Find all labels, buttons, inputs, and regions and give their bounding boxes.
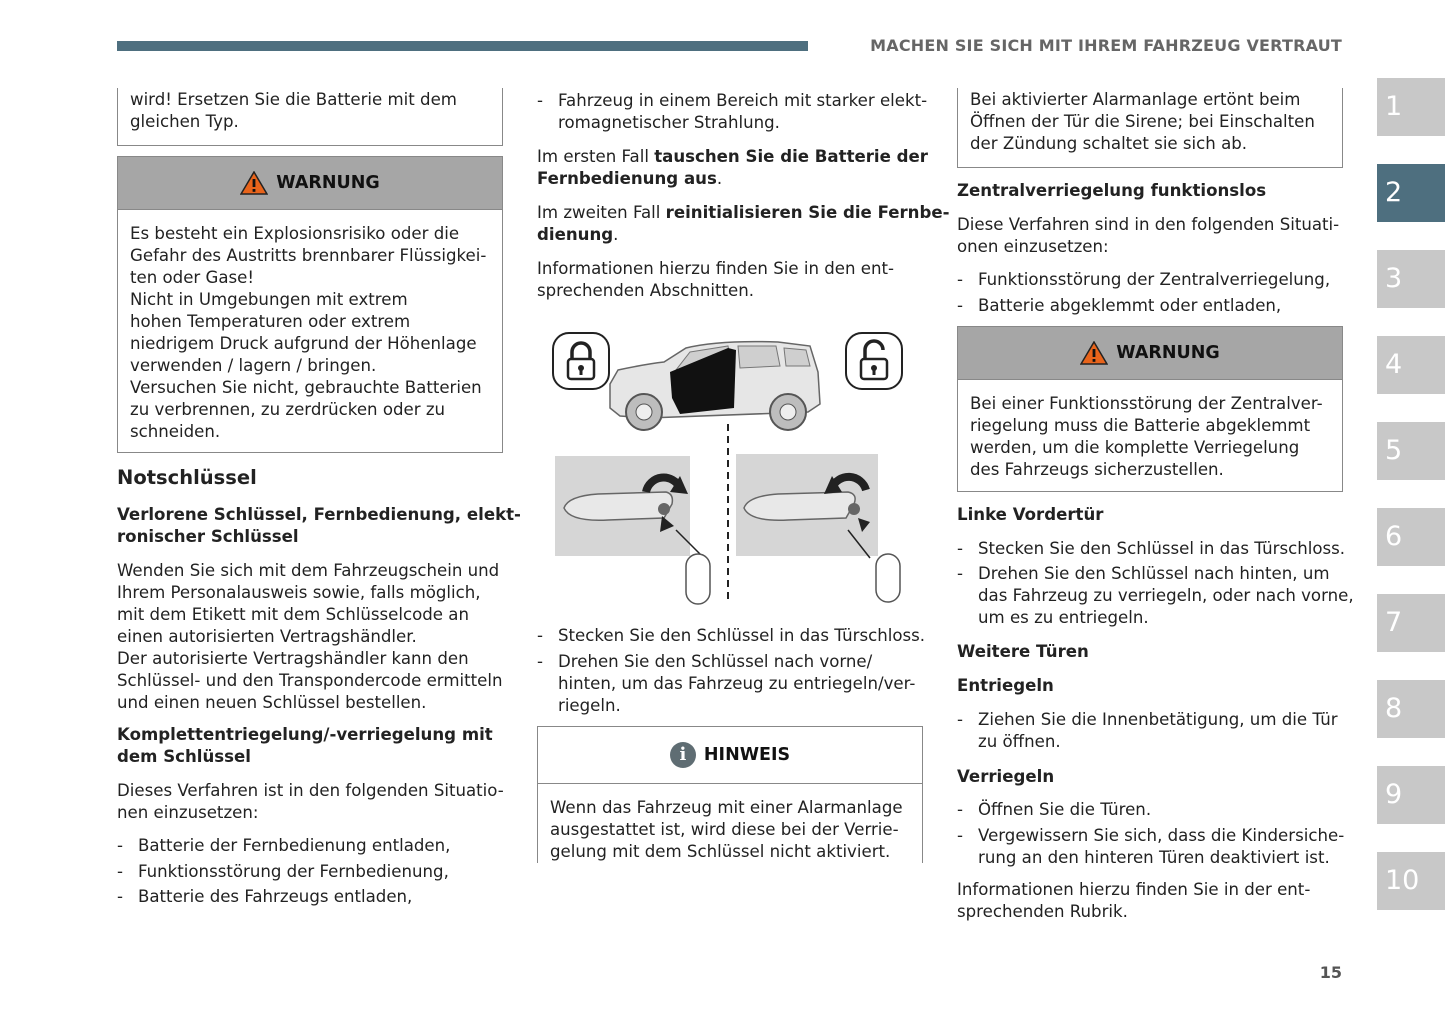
chapter-tab-1[interactable]: 1 xyxy=(1377,78,1445,136)
subheading-other-doors: Weitere Türen xyxy=(957,642,1089,661)
list-item: - Batterie abgeklemmt oder entladen, xyxy=(957,296,1282,315)
chapter-tab-6[interactable]: 6 xyxy=(1377,508,1445,566)
warning-header xyxy=(118,157,502,210)
chapter-tab-9[interactable]: 9 xyxy=(1377,766,1445,824)
paragraph-info-rubric: Informationen hierzu finden Sie in der ent- sprechenden Rubrik. xyxy=(957,880,1311,921)
page-number: 15 xyxy=(1319,963,1342,982)
warning-label: WARNUNG xyxy=(1116,343,1220,363)
list-item: - Stecken Sie den Schlüssel in das Türschloss. xyxy=(537,626,926,645)
subheading-front-left-door: Linke Vordertür xyxy=(957,505,1104,524)
warning-box-explosion xyxy=(117,156,503,453)
key-lock-illustration xyxy=(548,326,914,610)
subheading-lost-keys: Verlorene Schlüssel, Fernbedienung, elekt- ronischer Schlüssel xyxy=(117,505,521,546)
list-item: - Drehen Sie den Schlüssel nach hinten, um das Fahrzeug zu verriegeln, oder nach vorne, um es zu entriegeln. xyxy=(957,564,1354,627)
hint-header xyxy=(538,727,922,784)
info-icon: i xyxy=(670,742,696,768)
section-heading-notschluessel: Notschlüssel xyxy=(117,466,257,489)
battery-box-continued xyxy=(117,88,503,146)
hint-box-alarm xyxy=(537,726,923,863)
paragraph-situations: Dieses Verfahren ist in den folgenden Situatio- nen einzusetzen: xyxy=(117,781,504,822)
chapter-tab-7[interactable]: 7 xyxy=(1377,594,1445,652)
warning-label: WARNUNG xyxy=(276,173,380,193)
hint-label: HINWEIS xyxy=(703,745,791,765)
warning-triangle-icon xyxy=(1080,341,1108,365)
hint-text: Wenn das Fahrzeug mit einer Alarmanlage ausgestattet ist, wird diese bei der Verrie- gelung mit dem Schlüssel nicht aktiviert. xyxy=(550,798,903,861)
paragraph-dealer: Wenden Sie sich mit dem Fahrzeugschein und Ihrem Personalausweis sowie, falls möglich, mit dem Etikett mit dem Schlüsselcode an einen autorisierten Vertragshändler. Der autorisierte Vertragshändler kann den Schlüssel- und den Transpondercode ermitteln und einen neuen Schlüssel bestellen. xyxy=(117,561,503,712)
warning-text: Es besteht ein Explosionsrisiko oder die Gefahr des Austritts brennbarer Flüssigkei- ten oder Gase! Nicht in Umgebungen mit extrem hohen Temperaturen oder extrem niedrigem Druck aufgrund der Höhenlage verwenden / lagern / bringen. Versuchen Sie nicht, gebrauchte Batterien zu verbrennen, zu zerdrücken oder zu schneiden. xyxy=(130,224,487,441)
chapter-tab-3[interactable]: 3 xyxy=(1377,250,1445,308)
door-handle-lock-panel xyxy=(555,456,710,604)
list-item: - Ziehen Sie die Innenbetätigung, um die Tür zu öffnen. xyxy=(957,710,1338,751)
list-item: - Stecken Sie den Schlüssel in das Türschloss. xyxy=(957,539,1346,558)
header-bar xyxy=(117,41,808,51)
locked-padlock-icon xyxy=(553,333,609,389)
warning-triangle-icon xyxy=(240,171,268,195)
chapter-tab-4[interactable]: 4 xyxy=(1377,336,1445,394)
list-item: - Funktionsstörung der Fernbedienung, xyxy=(117,862,449,881)
paragraph-second-case: Im zweiten Fall reinitialisieren Sie die Fernbe- dienung. xyxy=(537,203,950,244)
unlocked-padlock-icon xyxy=(846,333,902,389)
paragraph-procedures: Diese Verfahren sind in den folgenden Situati- onen einzusetzen: xyxy=(957,215,1340,256)
subheading-key-locking: Komplettentriegelung/-verriegelung mit dem Schlüssel xyxy=(117,725,493,766)
warning-header xyxy=(958,327,1342,380)
car-drawing xyxy=(610,342,820,430)
chapter-tab-5[interactable]: 5 xyxy=(1377,422,1445,480)
list-item: - Fahrzeug in einem Bereich mit starker elekt- romagnetischer Strahlung. xyxy=(537,91,928,132)
paragraph-info: Informationen hierzu finden Sie in den ent- sprechenden Abschnitten. xyxy=(537,259,895,300)
door-handle-unlock-panel xyxy=(736,454,900,602)
chapter-tab-8[interactable]: 8 xyxy=(1377,680,1445,738)
list-item: - Vergewissern Sie sich, dass die Kindersiche- rung an den hinteren Türen deaktiviert ist. xyxy=(957,826,1345,867)
warning-box-battery xyxy=(957,326,1343,492)
subheading-unlock: Entriegeln xyxy=(957,676,1054,695)
paragraph-first-case: Im ersten Fall tauschen Sie die Batterie der Fernbedienung aus. xyxy=(537,147,928,188)
chapter-tab-2[interactable]: 2 xyxy=(1377,164,1445,222)
alarm-box-text: Bei aktivierter Alarmanlage ertönt beim Öffnen der Tür die Sirene; bei Einschalten der Zündung schaltet sie sich ab. xyxy=(970,90,1315,153)
chapter-tab-10[interactable]: 10 xyxy=(1377,852,1445,910)
warning-text: Bei einer Funktionsstörung der Zentralver- riegelung muss die Batterie abgeklemmt werden, um die komplette Verriegelung des Fahrzeugs sicherzustellen. xyxy=(970,394,1323,479)
battery-box-text: wird! Ersetzen Sie die Batterie mit dem gleichen Typ. xyxy=(130,90,457,131)
subheading-lock: Verriegeln xyxy=(957,767,1055,786)
list-item: - Batterie der Fernbedienung entladen, xyxy=(117,836,451,855)
list-item: - Öffnen Sie die Türen. xyxy=(957,800,1152,819)
list-item: - Funktionsstörung der Zentralverriegelung, xyxy=(957,270,1331,289)
alarm-box-continued xyxy=(957,88,1343,168)
subheading-central-locking: Zentralverriegelung funktionslos xyxy=(957,181,1267,200)
chapter-title: MACHEN SIE SICH MIT IHREM FAHRZEUG VERTRAUT xyxy=(870,36,1342,55)
list-item: - Drehen Sie den Schlüssel nach vorne/ hinten, um das Fahrzeug zu entriegeln/ver- riegeln. xyxy=(537,652,916,715)
list-item: - Batterie des Fahrzeugs entladen, xyxy=(117,887,413,906)
